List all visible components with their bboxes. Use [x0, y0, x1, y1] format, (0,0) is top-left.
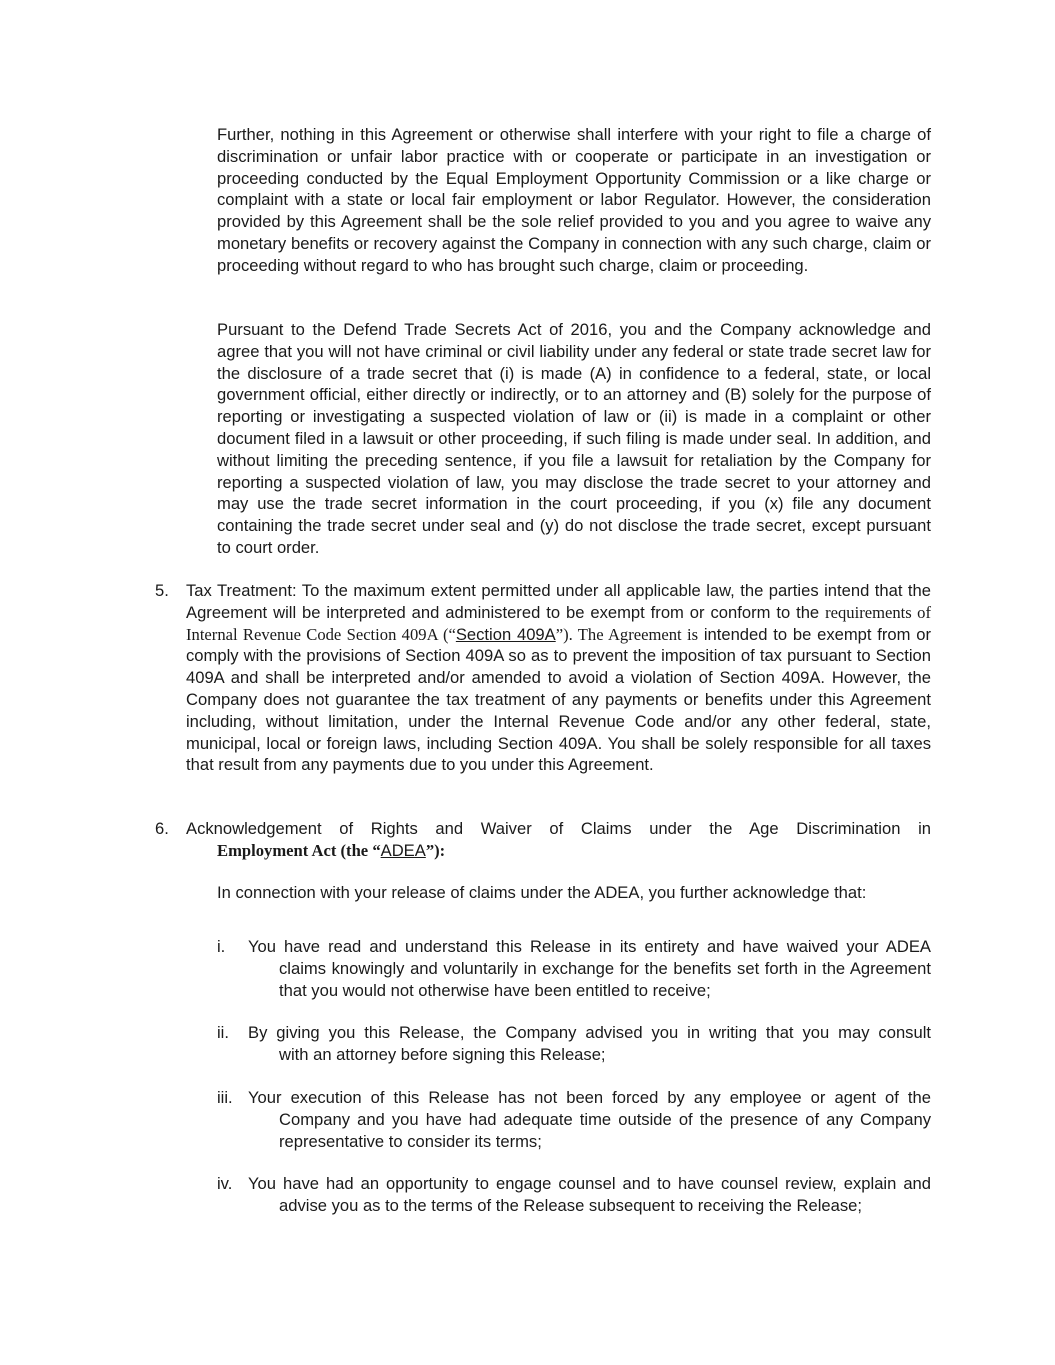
section-5-number: 5. — [155, 581, 169, 600]
section-6-heading-c: ”): — [425, 840, 446, 860]
list-item-first-line: By giving you this Release, the Company advised you in writing that you may consult — [248, 1023, 931, 1042]
list-item — [217, 1022, 931, 1066]
list-item — [217, 1087, 931, 1152]
section-5-heading: Tax Treatment: — [186, 581, 297, 600]
list-item-first-line: Your execution of this Release has not been forced by any employee or agent of the — [248, 1088, 931, 1107]
list-item-first-line: You have had an opportunity to engage counsel and to have counsel review, explain and — [248, 1174, 931, 1193]
section-5-text-serif: requirements of Internal Revenue Code Section 409A (“ — [186, 602, 931, 644]
list-item-first-line: You have read and understand this Release in its entirety and have waived your ADEA — [248, 937, 931, 956]
section-6-adea — [155, 818, 931, 862]
section-409a-term: Section 409A — [455, 624, 556, 644]
section-6-number: 6. — [155, 819, 169, 838]
list-item — [217, 1173, 931, 1217]
section-6-heading-line-1: Acknowledgement of Rights and Waiver of Claims under the Age Discrimination in — [186, 819, 931, 838]
list-item-rest: claims knowingly and voluntarily in exchange for the benefits set forth in the Agreement that you would not otherwise have been entitled to receive; — [279, 958, 931, 1000]
section-5-text-serif-2: ”). The Agreement is — [555, 624, 699, 644]
list-item-rest: advise you as to the terms of the Release subsequent to receiving the Release; — [279, 1195, 862, 1215]
list-item-roman: iv. — [217, 1174, 233, 1193]
list-item-roman: iii. — [217, 1088, 233, 1107]
section-6-heading-b: Employment Act (the “ — [217, 840, 381, 860]
section-5-body — [155, 580, 931, 776]
list-item — [217, 936, 931, 1001]
list-item-roman: i. — [217, 937, 226, 956]
section-5-tax-treatment — [155, 580, 931, 776]
list-item-roman: ii. — [217, 1023, 229, 1042]
list-item-rest: with an attorney before signing this Release; — [279, 1044, 606, 1064]
list-item-rest: Company and you have had adequate time outside of the presence of any Company representative to consider its terms; — [279, 1109, 931, 1151]
adea-term: ADEA — [380, 840, 426, 860]
adea-intro: In connection with your release of claims under the ADEA, you further acknowledge that: — [217, 883, 867, 902]
section-5-text-a: To the maximum extent permitted under all applicable law, the parties intend that the Agreement will be interpreted and administered to be exempt from or conform to the — [186, 581, 931, 622]
section-5-text-b: intended to be exempt from or comply with the provisions of Section 409A so as to prevent the imposition of tax pursuant to Section 409A and shall be interpreted and/or amended to avoid a violation of Section 409A. However, the Company does not guarantee the tax treatment of any payments or benefits under this Agreement including, without limitation, under the Internal Revenue Code and/or any other federal, state, municipal, local or foreign laws, including Section 409A. You shall be solely responsible for all taxes that result from any payments due to you under this Agreement. — [186, 624, 931, 775]
paragraph-defend-trade-secrets: Pursuant to the Defend Trade Secrets Act of 2016, you and the Company acknowledge and agree that you will not have criminal or civil liability under any federal or state trade secret law for the disclosure of a trade secret that (i) is made (A) in confidence to a federal, state, or local government official, either directly or indirectly, or to an attorney and (B) solely for the purpose of reporting or investigating a suspected violation of law or (ii) is made in a complaint or other document filed in a lawsuit or other proceeding, if such filing is made under seal. In addition, and without limiting the preceding sentence, if you file a lawsuit for retaliation by the Company for reporting a suspected violation of law, you may disclose the trade secret to your attorney and may use the trade secret information in the court proceeding, if you (x) file any document containing the trade secret under seal and (y) do not disclose the trade secret, except pursuant to court order. — [217, 320, 931, 557]
section-6-heading-line-2 — [155, 840, 931, 862]
paragraph-nlra-charge: Further, nothing in this Agreement or otherwise shall interfere with your right to file a charge of discrimination or unfair labor practice with or cooperate or participate in an investigation or proceeding conducted by the Equal Employment Opportunity Commission or a like charge or complaint with a state or local fair employment or labor Regulator. However, the consideration provided by this Agreement shall be the sole relief provided to you and you agree to waive any monetary benefits or recovery against the Company in connection with any such charge, claim or proceeding without regard to who has brought such charge, claim or proceeding. — [217, 125, 931, 275]
